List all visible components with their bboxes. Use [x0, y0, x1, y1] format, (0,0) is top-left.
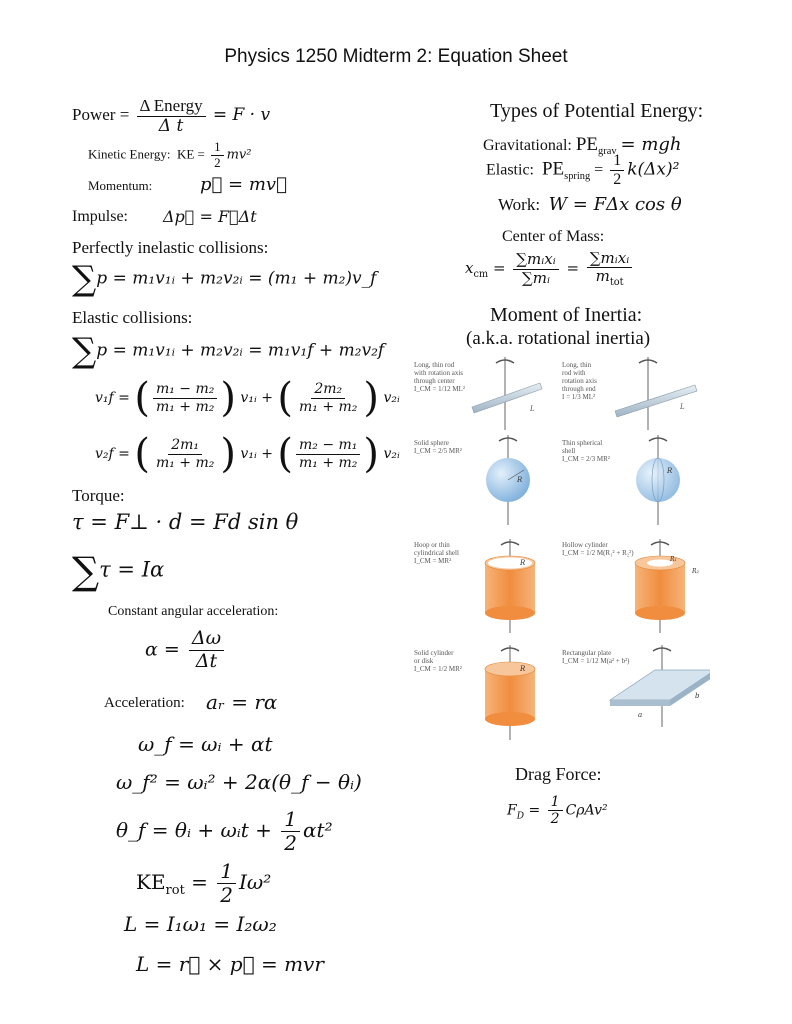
v1f-b-den: m₁ + m₂: [299, 398, 358, 415]
v1f-a-den: m₁ + m₂: [155, 398, 215, 415]
ke-rot-half-den: 2: [220, 883, 234, 907]
grav-tail: = mgh: [620, 134, 682, 155]
ke-tail: mv²: [226, 147, 252, 163]
ke-half-num: 1: [211, 140, 224, 156]
v1i: v₁ᵢ +: [240, 446, 273, 462]
alpha-lhs: α =: [145, 638, 180, 661]
grav-sub: grav: [598, 146, 617, 158]
drag-tail: CρAv²: [565, 802, 608, 819]
theta-lhs: θ_f = θᵢ + ωᵢt +: [116, 818, 272, 842]
torque-equation: τ = F⊥ · d = Fd sin θ: [72, 510, 299, 534]
acceleration-equation: aᵣ = rα: [206, 690, 278, 714]
sum-symbol: ∑: [72, 259, 97, 299]
drag-half-num: 1: [548, 794, 563, 811]
theta-half-den: 2: [284, 831, 298, 855]
center-of-mass-label: Center of Mass:: [502, 228, 605, 245]
inertia-caption-4: Hoop or thin cylindrical shell I_CM = MR²: [414, 541, 459, 566]
inertia-caption-0: Long, thin rod with rotation axis through center I_CM = 1/12 ML²: [414, 361, 465, 394]
moi-heading: Moment of Inertia:: [490, 304, 643, 326]
com-a-num: ∑mᵢxᵢ: [513, 251, 558, 269]
theta-tail: αt²: [303, 818, 333, 842]
theta-half-num: 1: [281, 808, 300, 832]
plate-b-label: b: [695, 692, 700, 700]
ke-rot-equation: [136, 860, 271, 907]
inelastic-label: Perfectly inelastic collisions:: [72, 238, 269, 257]
angular-momentum-cross-equation: L = r⃗ × p⃗ = mvr: [136, 952, 324, 976]
v1f-equation: [95, 375, 400, 421]
work-eq: W = FΔx cos θ: [548, 194, 682, 215]
alpha-equation: [145, 628, 227, 673]
hollow-r2-label: R₂: [692, 568, 699, 575]
kinetic-energy-equation: [88, 140, 252, 171]
elastic-sub: spring: [564, 170, 591, 182]
com-b-den: m: [595, 267, 610, 286]
power-label: Power: [72, 104, 116, 124]
moi-subheading: (a.k.a. rotational inertia): [466, 328, 651, 349]
com-a-den: ∑mᵢ: [522, 268, 550, 287]
v2f-b-num: m₂ − m₁: [296, 437, 360, 454]
ke-label: Kinetic Energy:: [88, 146, 171, 162]
inertia-caption-7: Rectangular plate I_CM = 1/12 M(a² + b²): [562, 649, 630, 666]
v2f-b-den: m₁ + m₂: [299, 454, 358, 471]
sum-torque-text: τ = Iα: [99, 557, 165, 582]
pe-heading: Types of Potential Energy:: [490, 100, 704, 122]
com-b-den-sub: tot: [609, 277, 624, 289]
elastic-tail: k(Δx)²: [627, 159, 680, 180]
ke-rot-tail: Iω²: [239, 870, 272, 894]
solid-cylinder-shape: [485, 645, 535, 740]
power-equation: Power = Δ Energy Δ t = F · v: [72, 96, 271, 136]
inertia-caption-3: Thin spherical shell I_CM = 2/3 MR²: [562, 439, 610, 464]
paren-close: ): [363, 375, 380, 421]
sum-symbol: ∑: [72, 549, 100, 593]
elastic-pe-label: Elastic:: [486, 161, 534, 179]
inelastic-eq-text: p = m₁v₁ᵢ + m₂v₂ᵢ = (m₁ + m₂)v_f: [96, 268, 377, 289]
ke-rot-lhs: KE: [136, 870, 166, 894]
ke-lhs: KE =: [176, 146, 205, 162]
work-label: Work:: [498, 195, 541, 214]
inertia-shapes: [410, 355, 710, 745]
v2f-equation: [95, 431, 400, 477]
drag-half-den: 2: [550, 811, 560, 828]
v2f-a-num: 2m₁: [168, 437, 202, 454]
plate-a-label: a: [638, 711, 643, 719]
alpha-num: Δω: [189, 628, 224, 651]
momentum-equation: p⃗ = mv⃗: [200, 174, 287, 195]
sum-torque-equation: [72, 549, 165, 593]
moment-of-inertia-figure: [410, 355, 710, 745]
theta-equation: [116, 808, 333, 855]
elastic-half-den: 2: [613, 171, 622, 189]
elastic-label: Elastic collisions:: [72, 308, 193, 327]
v1i: v₁ᵢ +: [240, 390, 273, 406]
power-tail: = F · v: [212, 104, 271, 125]
sum-symbol: ∑: [72, 331, 97, 371]
v2f-lhs: v₂f =: [95, 446, 130, 462]
v1f-a-num: m₁ − m₂: [153, 381, 217, 398]
drag-heading: Drag Force:: [515, 764, 602, 784]
ke-rot-sub: rot: [165, 883, 185, 898]
paren-open: (: [277, 375, 294, 421]
page-title: Physics 1250 Midterm 2: Equation Sheet: [224, 46, 568, 67]
alpha-den: Δt: [195, 649, 218, 672]
shell-radius-label: R: [667, 467, 673, 475]
hoop-radius-label: R: [520, 559, 526, 567]
grav-label: Gravitational:: [483, 137, 572, 154]
rectangular-plate-shape: [610, 645, 710, 727]
ke-half-den: 2: [214, 154, 221, 170]
v1f-lhs: v₁f =: [95, 390, 130, 406]
paren-close: ): [220, 375, 236, 421]
rod-end-length-label: L: [680, 403, 685, 411]
sphere-radius-label: R: [517, 476, 523, 484]
center-of-mass-equation: $x_{cm}$ = ∑mᵢxᵢ ∑mᵢ = ∑mᵢxᵢ $m_{tot}$: [465, 250, 635, 288]
elastic-equation: [72, 331, 385, 371]
paren-open: (: [277, 431, 294, 477]
inertia-caption-2: Solid sphere I_CM = 2/5 MR²: [414, 439, 462, 456]
angular-momentum-equation: L = I₁ω₁ = I₂ω₂: [124, 912, 277, 936]
v1f-b-num: 2m₂: [311, 381, 345, 398]
impulse-equation: Δp⃗ = F⃗Δt: [163, 207, 257, 226]
inertia-caption-5: Hollow cylinder I_CM = 1/2 M(R₁² + R₂²): [562, 541, 634, 558]
hollow-cylinder-shape: [635, 539, 700, 633]
v2i: v₂ᵢ: [383, 390, 400, 406]
work-equation: [498, 194, 682, 215]
grav-pe: PE: [575, 134, 599, 155]
power-numerator: Δ Energy: [137, 96, 206, 117]
com-b-num: ∑mᵢxᵢ: [587, 250, 632, 268]
solid-sphere-shape: [486, 435, 530, 525]
impulse-label: Impulse:: [72, 208, 128, 225]
ke-rot-eq: =: [191, 870, 208, 894]
paren-close: ): [220, 431, 236, 477]
com-lhs: x: [465, 259, 474, 278]
elastic-pe-equation: Elastic: $PE_{spring}$ = $\frac{1}{2}$ k(Δx)²: [486, 152, 680, 189]
spherical-shell-shape: [636, 435, 680, 525]
v2f-a-den: m₁ + m₂: [155, 454, 215, 471]
omega-squared-equation: ω_f² = ωᵢ² + 2α(θ_f − θᵢ): [116, 770, 362, 794]
com-lhs-sub: cm: [473, 269, 489, 281]
elastic-pe: PE: [541, 158, 565, 180]
torque-label: Torque:: [72, 486, 125, 505]
rod-end-shape: [615, 357, 697, 430]
elastic-half-num: 1: [610, 152, 624, 171]
hoop-shape: [485, 539, 535, 633]
ke-rot-half-num: 1: [217, 860, 236, 884]
momentum-label: Momentum:: [88, 178, 153, 193]
drag-lhs: F: [507, 802, 517, 819]
inertia-caption-6: Solid cylinder or disk I_CM = 1/2 MR²: [414, 649, 462, 674]
paren-close: ): [363, 431, 380, 477]
drag-equation: $F_D$ = $\frac{1}{2}$ CρAv²: [507, 794, 608, 828]
acceleration-label: Acceleration:: [104, 695, 185, 711]
hollow-r1-label: R₁: [670, 556, 677, 563]
inelastic-equation: [72, 259, 377, 299]
paren-open: (: [134, 375, 150, 421]
drag-lhs-sub: D: [516, 811, 525, 822]
v2i: v₂ᵢ: [383, 446, 400, 462]
const-angular-label: Constant angular acceleration:: [108, 604, 279, 619]
rod-length-label: L: [530, 405, 535, 413]
omega-equation: ω_f = ωᵢ + αt: [138, 732, 273, 756]
inertia-caption-1: Long, thin rod with rotation axis through end I = 1/3 ML²: [562, 361, 597, 402]
rod-center-shape: [472, 357, 542, 430]
power-denominator: Δ t: [158, 115, 184, 136]
paren-open: (: [134, 431, 150, 477]
elastic-eq-text: p = m₁v₁ᵢ + m₂v₂ᵢ = m₁v₁f + m₂v₂f: [96, 340, 385, 361]
solid-cylinder-radius-label: R: [520, 665, 526, 673]
